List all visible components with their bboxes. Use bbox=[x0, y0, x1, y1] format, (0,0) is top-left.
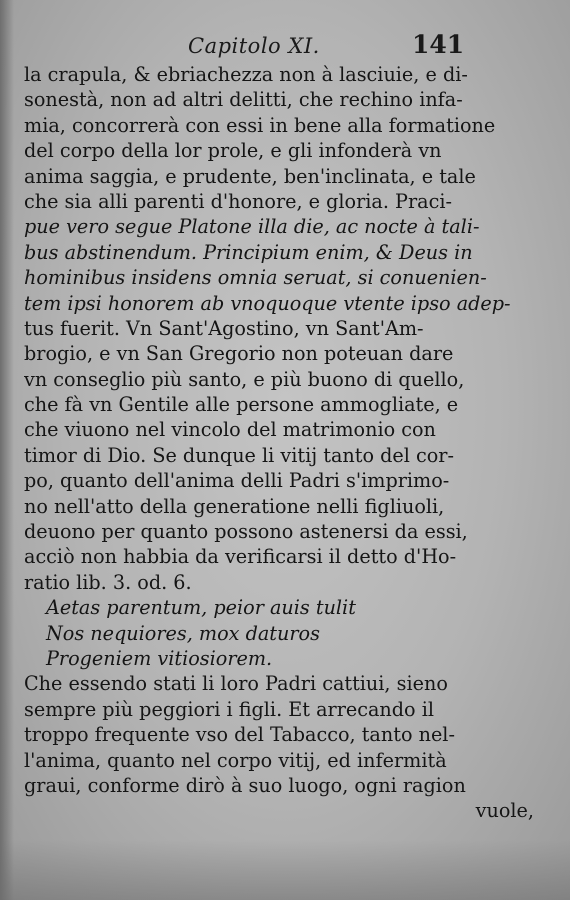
text-line: Che essendo stati li loro Padri cattiui, sieno bbox=[24, 672, 448, 696]
text-line: hominibus insidens omnia seruat, si conuenien- bbox=[24, 266, 487, 290]
text-line: ratio lib. 3. od. 6. bbox=[24, 570, 192, 594]
text-line: graui, conforme dirò à suo luogo, ogni ragion bbox=[24, 773, 466, 797]
text-line: vuole, bbox=[475, 799, 534, 823]
text-line: la crapula, & ebriachezza non à lasciuie, e di- bbox=[24, 63, 468, 86]
text-line: tus fuerit. Vn Sant'Agostino, vn Sant'Am- bbox=[24, 316, 424, 340]
text-line: sonestà, non ad altri delitti, che rechino infa- bbox=[24, 88, 463, 112]
text-line: Progeniem vitiosiorem. bbox=[46, 646, 273, 670]
text-line: l'anima, quanto nel corpo vitij, ed infermità bbox=[24, 748, 447, 772]
text-line: Nos nequiores, mox daturos bbox=[46, 621, 320, 645]
text-line: che viuono nel vincolo del matrimonio con bbox=[24, 418, 436, 442]
text-line: no nell'atto della generatione nelli figliuoli, bbox=[24, 494, 445, 518]
text-line: tem ipsi honorem ab vnoquoque vtente ipso adep- bbox=[24, 291, 511, 315]
running-header bbox=[0, 28, 570, 62]
text-line: bus abstinendum. Principium enim, & Deus in bbox=[24, 240, 473, 264]
page-number: 141 bbox=[412, 30, 465, 59]
chapter-title: Capitolo XI. bbox=[188, 34, 320, 58]
bottom-shadow bbox=[0, 840, 570, 900]
text-line: mia, concorrerà con essi in bene alla formatione bbox=[24, 113, 496, 137]
text-line: Aetas parentum, peior auis tulit bbox=[46, 596, 356, 620]
text-line: sempre più peggiori i figli. Et arrecando il bbox=[24, 697, 434, 721]
text-line: vn conseglio più santo, e più buono di quello, bbox=[24, 367, 465, 391]
text-line: anima saggia, e prudente, ben'inclinata, e tale bbox=[24, 164, 476, 188]
body-text bbox=[24, 62, 564, 824]
text-line: brogio, e vn San Gregorio non poteuan dare bbox=[24, 342, 454, 366]
text-line: del corpo della lor prole, e gli infonderà vn bbox=[24, 139, 442, 163]
text-line: che fà vn Gentile alle persone ammogliate, e bbox=[24, 393, 459, 417]
text-line: troppo frequente vso del Tabacco, tanto nel- bbox=[24, 723, 455, 747]
text-line: che sia alli parenti d'honore, e gloria. Praci- bbox=[24, 189, 452, 213]
text-line: deuono per quanto possono astenersi da essi, bbox=[24, 520, 468, 544]
text-line: timor di Dio. Se dunque li vitij tanto del cor- bbox=[24, 443, 454, 467]
gutter-shadow bbox=[0, 0, 14, 900]
text-line: po, quanto dell'anima delli Padri s'imprimo- bbox=[24, 469, 450, 493]
text-line: pue vero segue Platone illa die, ac nocte à tali- bbox=[24, 215, 480, 239]
text-line: acciò non habbia da verificarsi il detto d'Ho- bbox=[24, 545, 457, 569]
